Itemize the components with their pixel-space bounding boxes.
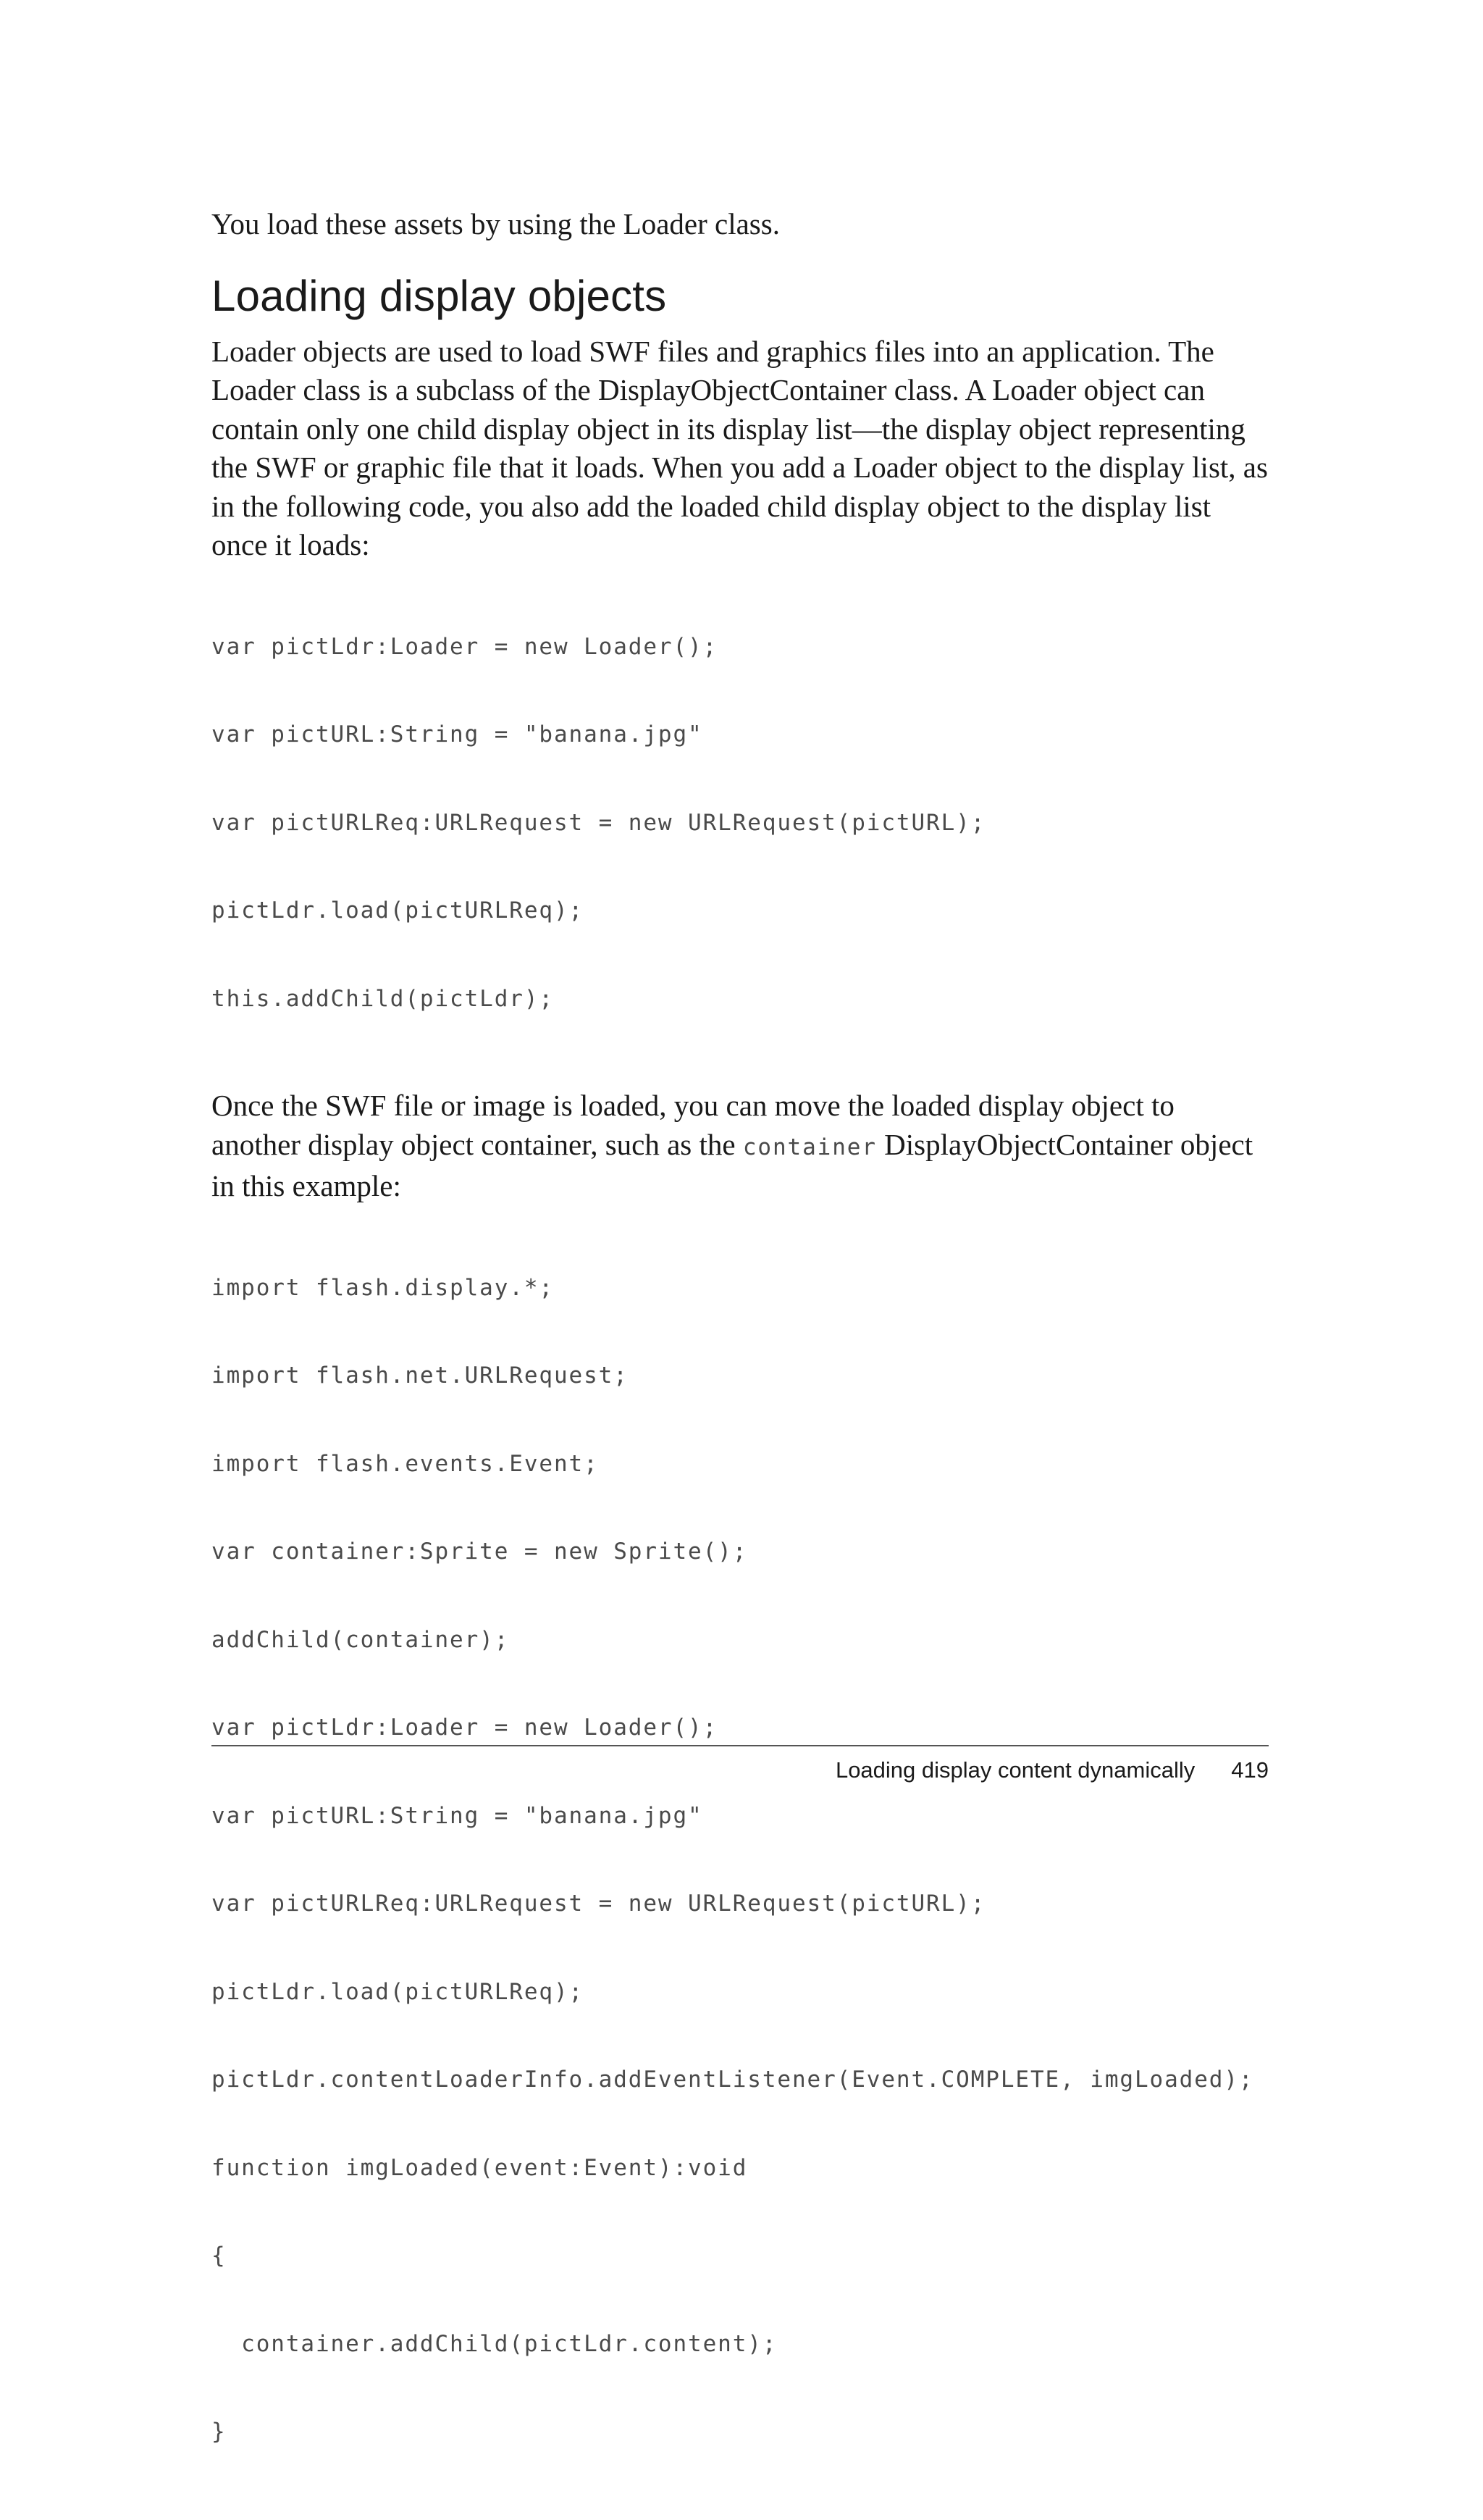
page-content (211, 205, 1269, 2520)
code-line: import flash.display.*; (211, 1274, 554, 1301)
code-line: import flash.events.Event; (211, 1450, 599, 1477)
code-line: this.addChild(pictLdr); (211, 985, 554, 1012)
page-footer (836, 1756, 1269, 1785)
code-line: var container:Sprite = new Sprite(); (211, 1539, 748, 1565)
code-line: function imgLoaded(event:Event):void (211, 2154, 748, 2181)
inline-code: container (742, 1134, 877, 1160)
code-line: import flash.net.URLRequest; (211, 1362, 629, 1389)
page-number: 419 (1231, 1757, 1269, 1783)
code-block-1 (211, 574, 1269, 1073)
code-line: var pictURL:String = "banana.jpg" (211, 1802, 703, 1829)
code-line: var pictURLReq:URLRequest = new URLRequest(pictURL); (211, 1891, 986, 1917)
code-line: pictLdr.load(pictURLReq); (211, 1978, 584, 2005)
body-paragraph-2 (211, 1087, 1269, 1206)
code-line: addChild(container); (211, 1626, 510, 1653)
intro-paragraph: You load these assets by using the Loader class. (211, 207, 780, 240)
footer-divider (211, 1745, 1269, 1746)
code-line: var pictLdr:Loader = new Loader(); (211, 633, 718, 660)
paragraph-text: DisplayObjectContainer object in this example: (211, 1127, 1253, 1202)
code-line: { (211, 2243, 227, 2269)
paragraph-text: Once the SWF file or image is loaded, you can move the loaded display object to another display object container, such as the (211, 1089, 1175, 1161)
code-line: container.addChild(pictLdr.content); (211, 2330, 778, 2357)
code-line: pictLdr.load(pictURLReq); (211, 897, 584, 924)
code-line: var pictLdr:Loader = new Loader(); (211, 1715, 718, 1741)
code-line: var pictURLReq:URLRequest = new URLRequest(pictURL); (211, 809, 986, 836)
footer-chapter-title: Loading display content dynamically (835, 1757, 1196, 1783)
section-heading: Loading display objects (211, 271, 667, 320)
code-line: var pictURL:String = "banana.jpg" (211, 721, 703, 748)
code-line: pictLdr.contentLoaderInfo.addEventListener(Event.COMPLETE, imgLoaded); (211, 2067, 1254, 2093)
body-paragraph-1: Loader objects are used to load SWF files and graphics files into an application. The Loader class is a subclass of the DisplayObjectContainer class. A Loader object can contain only one child display object in its display list—the display object representing the SWF or graphic file that it loads. When you add a Loader object to the display list, as in the following code, you also add the loaded child display object to the display list once it loads: (211, 334, 1268, 561)
code-block-2 (211, 1215, 1269, 2506)
code-line: } (211, 2419, 227, 2445)
